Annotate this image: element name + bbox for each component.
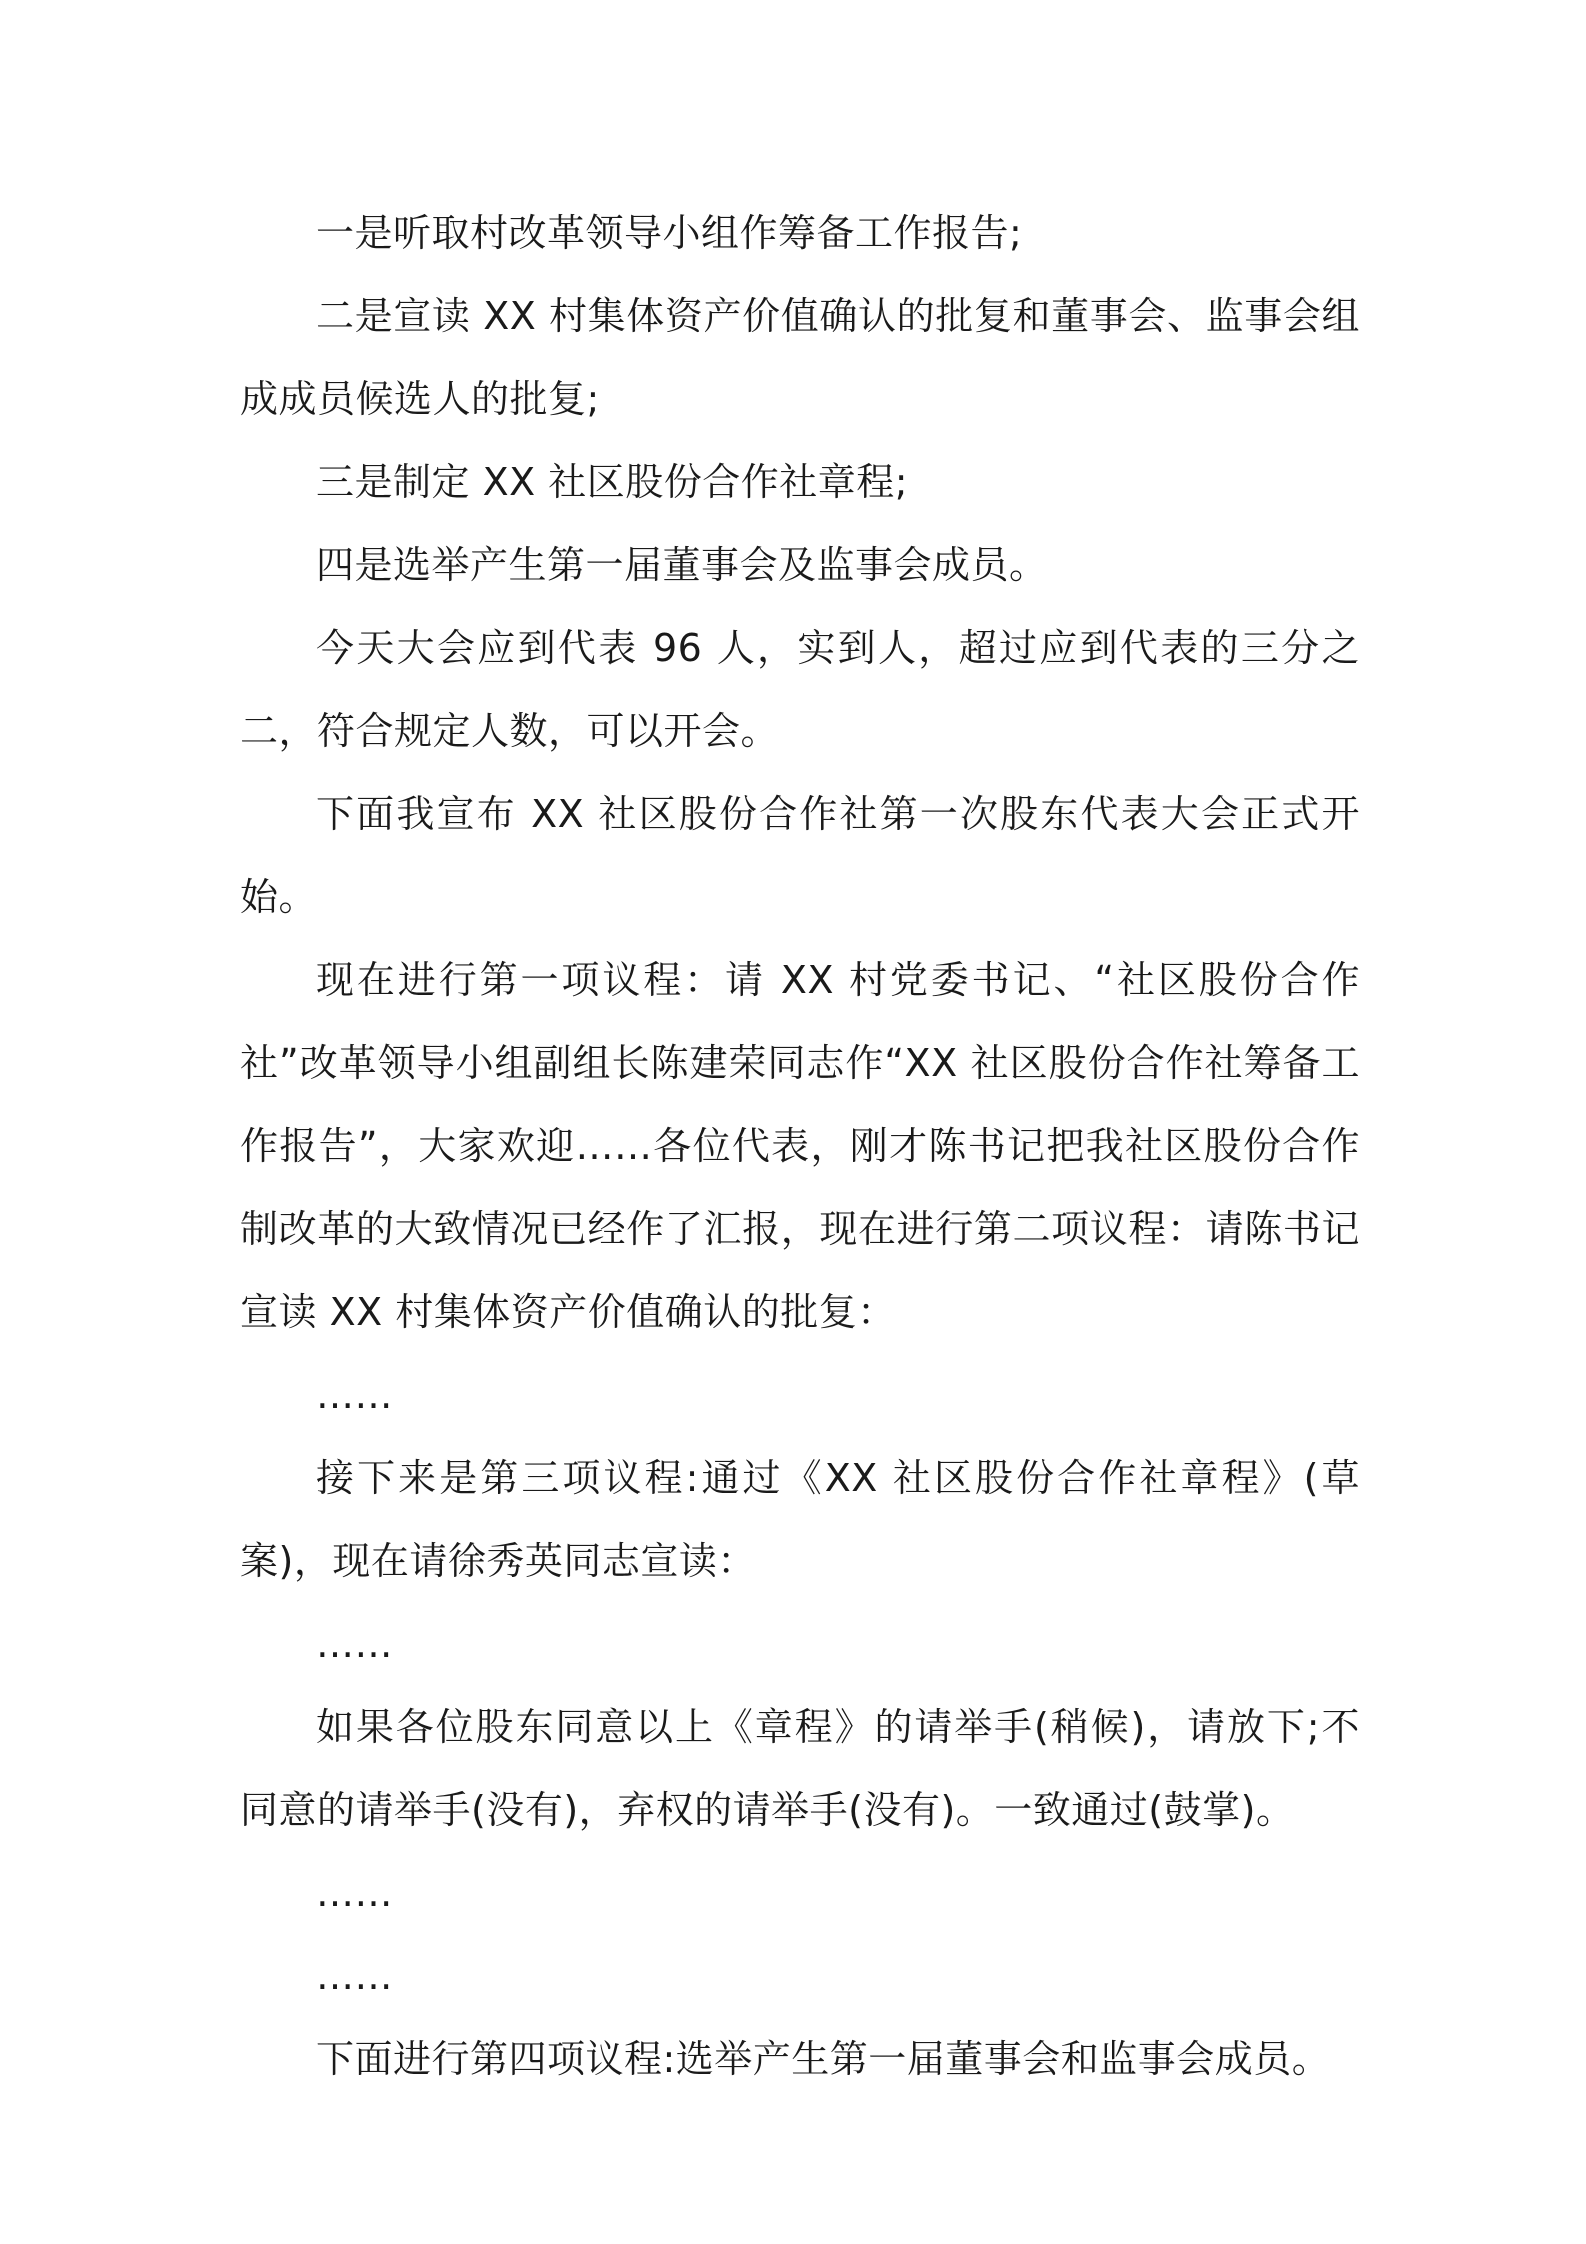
ellipsis-line: …… [316, 1373, 393, 1417]
fourth-agenda-paragraph: 下面进行第四项议程:选举产生第一届董事会和监事会成员。 [316, 2037, 1331, 2081]
first-agenda-paragraph: 现在进行第一项议程：请 XX 村党委书记、“社区股份合作社”改革领导小组副组长陈建荣同志作“XX 社区股份合作社筹备工作报告”，大家欢迎……各位代表，刚才陈书记把我社区股份合作制改革的大致情况已经作了汇报，现在进行第二项议程：请陈书记宣读 XX 村集体资产价值确认的批复： [240, 958, 1360, 1334]
attendance-paragraph: 今天大会应到代表 96 人，实到人，超过应到代表的三分之二，符合规定人数，可以开会。 [240, 626, 1360, 753]
opening-announcement: 下面我宣布 XX 社区股份合作社第一次股东代表大会正式开始。 [240, 792, 1360, 919]
document-body [240, 192, 1360, 2101]
ellipsis-line: …… [316, 1871, 393, 1915]
agenda-item-4: 四是选举产生第一届董事会及监事会成员。 [316, 543, 1048, 587]
agenda-item-2: 二是宣读 XX 村集体资产价值确认的批复和董事会、监事会组成成员候选人的批复; [240, 294, 1360, 421]
ellipsis-line: …… [316, 1622, 393, 1666]
agenda-item-1: 一是听取村改革领导小组作筹备工作报告; [316, 211, 1023, 255]
agenda-item-3: 三是制定 XX 社区股份合作社章程; [316, 460, 909, 504]
third-agenda-paragraph: 接下来是第三项议程:通过《XX 社区股份合作社章程》(草案)，现在请徐秀英同志宣读： [240, 1456, 1360, 1583]
ellipsis-line: …… [316, 1954, 393, 1998]
vote-paragraph: 如果各位股东同意以上《章程》的请举手(稍候)，请放下;不同意的请举手(没有)，弃权的请举手(没有)。一致通过(鼓掌)。 [240, 1705, 1360, 1832]
